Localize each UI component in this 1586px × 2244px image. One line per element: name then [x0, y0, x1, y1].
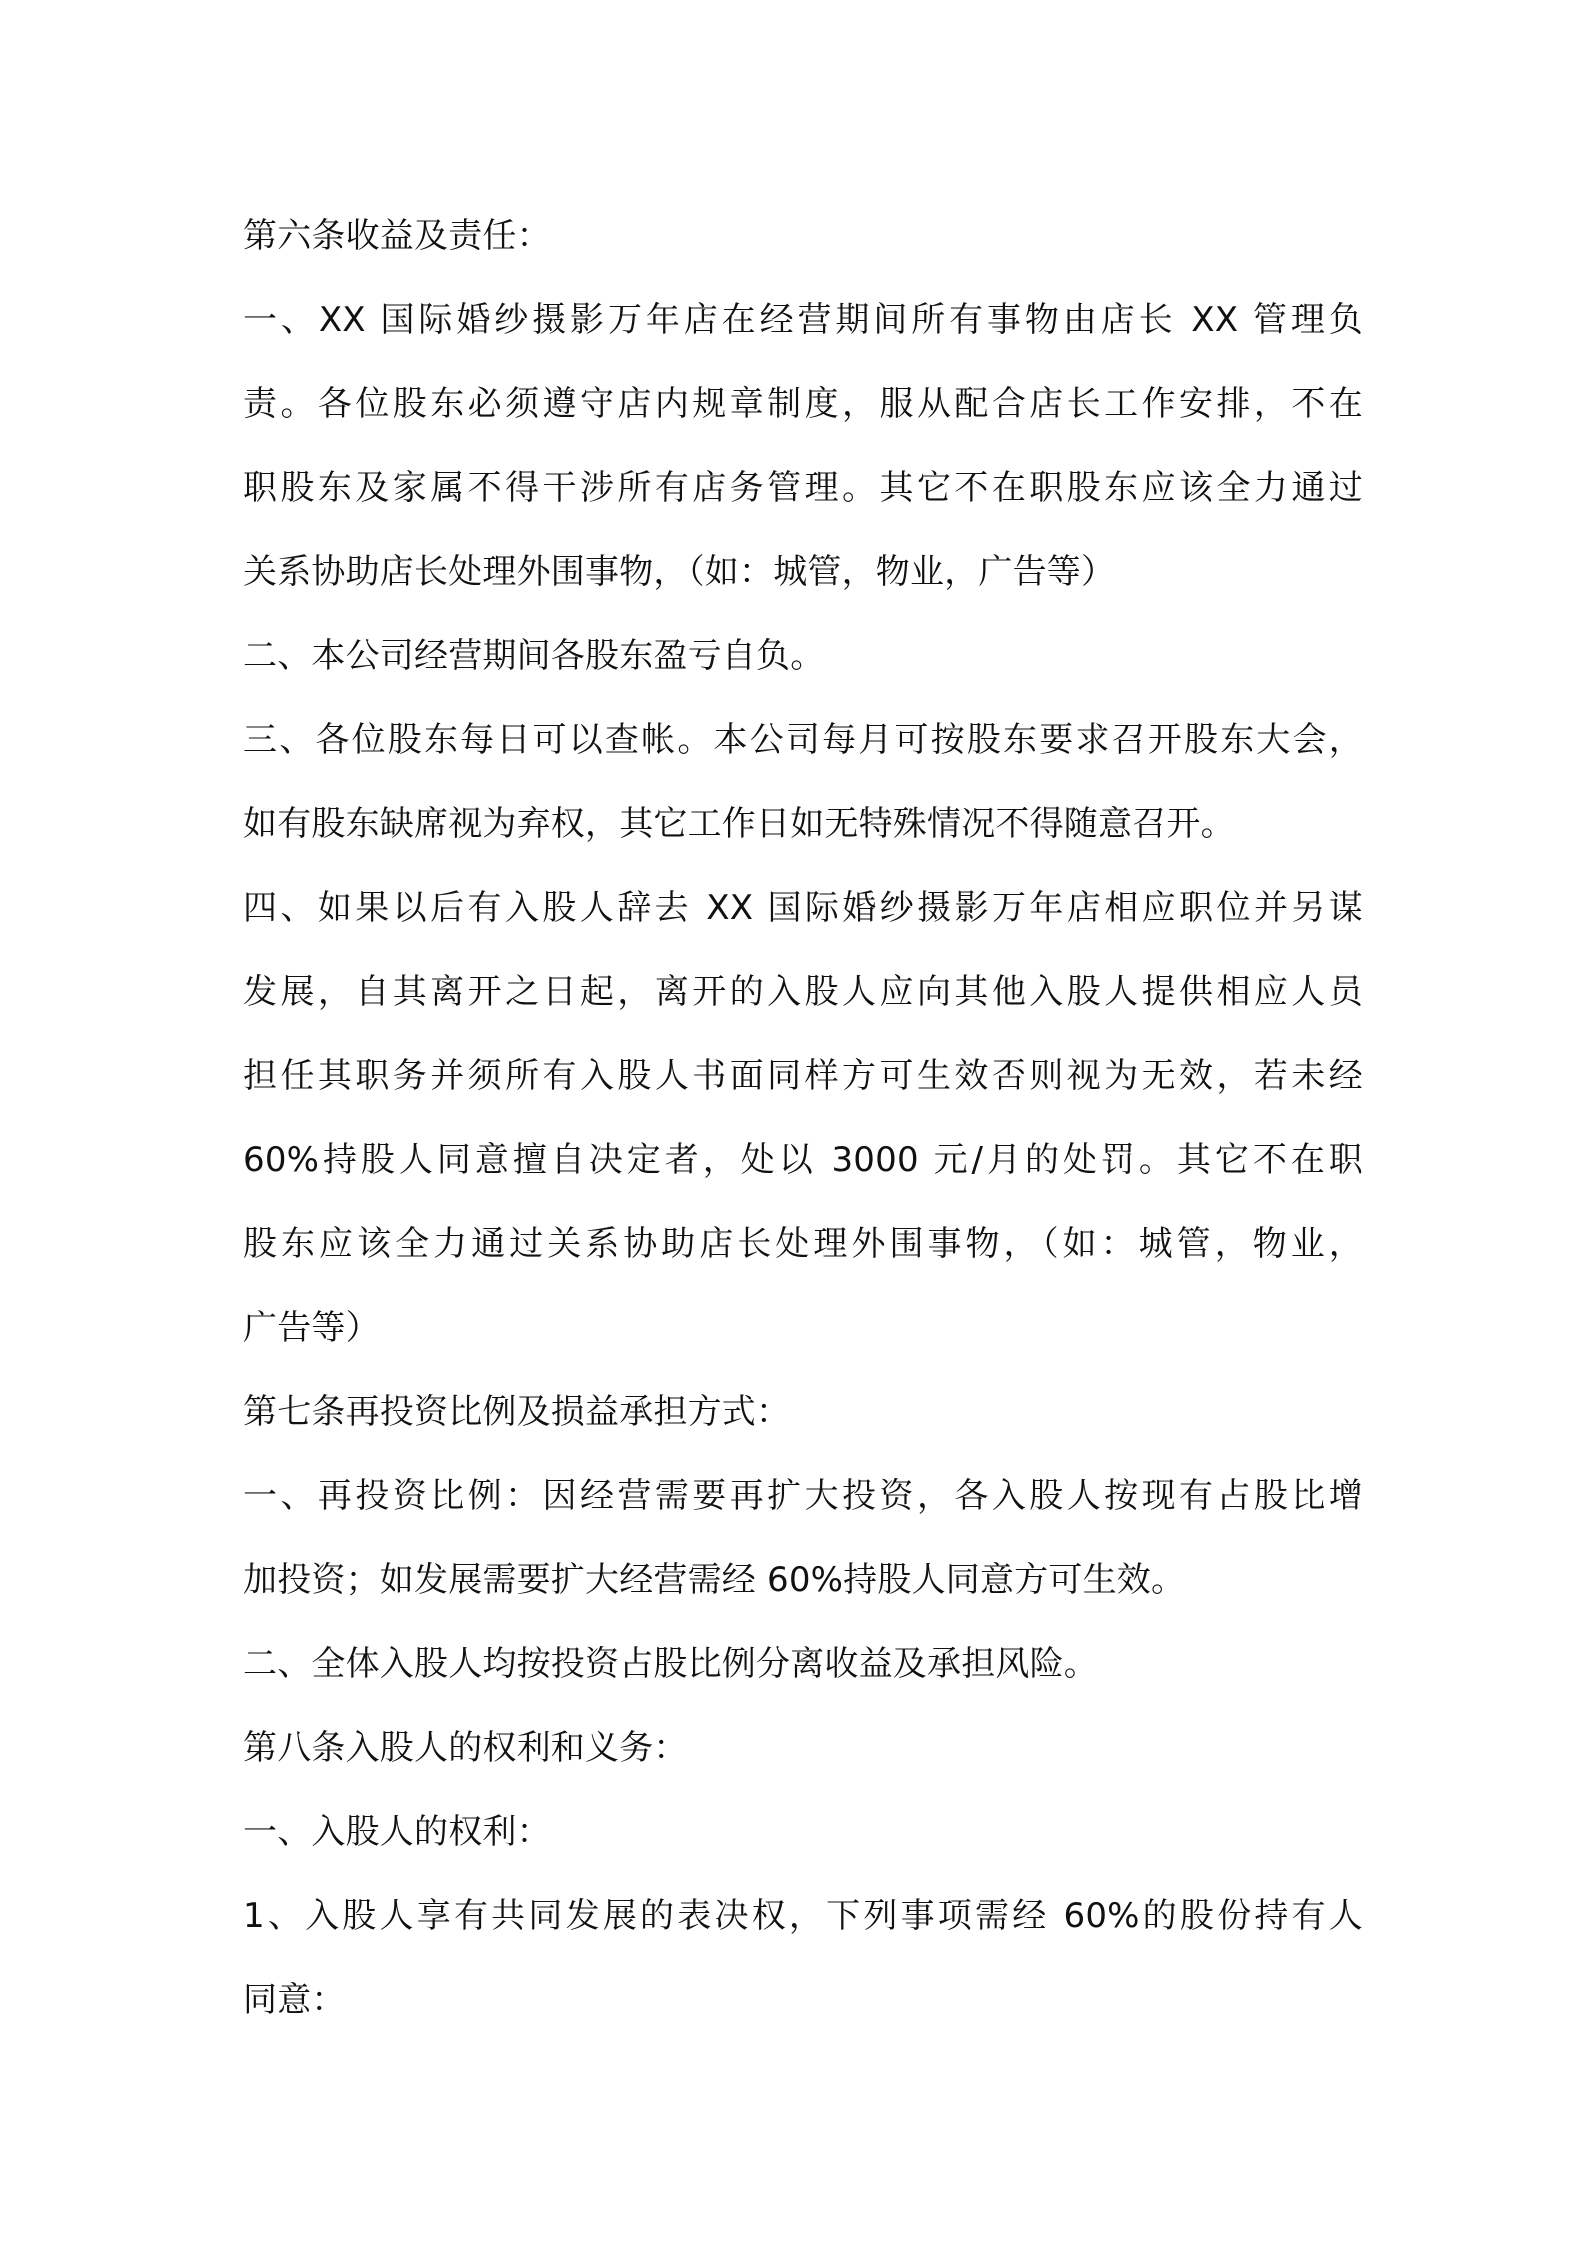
paragraph-line: 二、全体入股人均按投资占股比例分离收益及承担风险。	[243, 1644, 1098, 1684]
paragraph-line: 一、入股人的权利：	[243, 1812, 551, 1852]
paragraph-line: 股东应该全力通过关系协助店长处理外围事物，（如：城管，物业，	[243, 1224, 1363, 1264]
paragraph-line: 同意：	[243, 1980, 346, 2020]
paragraph-line: 四、如果以后有入股人辞去 XX 国际婚纱摄影万年店相应职位并另谋	[243, 888, 1363, 928]
paragraph-line: 如有股东缺席视为弃权，其它工作日如无特殊情况不得随意召开。	[243, 804, 1235, 844]
article-6-heading: 第六条收益及责任：	[243, 216, 551, 256]
paragraph-line: 担任其职务并须所有入股人书面同样方可生效否则视为无效，若未经	[243, 1056, 1363, 1096]
article-8-heading: 第八条入股人的权利和义务：	[243, 1728, 688, 1768]
paragraph-line: 三、各位股东每日可以查帐。本公司每月可按股东要求召开股东大会，	[243, 720, 1363, 760]
paragraph-line: 职股东及家属不得干涉所有店务管理。其它不在职股东应该全力通过	[243, 468, 1363, 508]
paragraph-line: 责。各位股东必须遵守店内规章制度，服从配合店长工作安排，不在	[243, 384, 1363, 424]
article-7-heading: 第七条再投资比例及损益承担方式：	[243, 1392, 791, 1432]
paragraph-line: 一、再投资比例：因经营需要再扩大投资，各入股人按现有占股比增	[243, 1476, 1363, 1516]
paragraph-line: 1、入股人享有共同发展的表决权，下列事项需经 60%的股份持有人	[243, 1896, 1363, 1936]
paragraph-line: 一、XX 国际婚纱摄影万年店在经营期间所有事物由店长 XX 管理负	[243, 300, 1363, 340]
paragraph-line: 二、本公司经营期间各股东盈亏自负。	[243, 636, 825, 676]
paragraph-line: 关系协助店长处理外围事物，（如：城管，物业，广告等）	[243, 552, 1116, 592]
document-body	[243, 194, 1363, 2042]
paragraph-line: 广告等）	[243, 1308, 380, 1348]
paragraph-line: 加投资；如发展需要扩大经营需经 60%持股人同意方可生效。	[243, 1560, 1186, 1600]
paragraph-line: 60%持股人同意擅自决定者，处以 3000 元/月的处罚。其它不在职	[243, 1140, 1363, 1180]
paragraph-line: 发展，自其离开之日起，离开的入股人应向其他入股人提供相应人员	[243, 972, 1363, 1012]
